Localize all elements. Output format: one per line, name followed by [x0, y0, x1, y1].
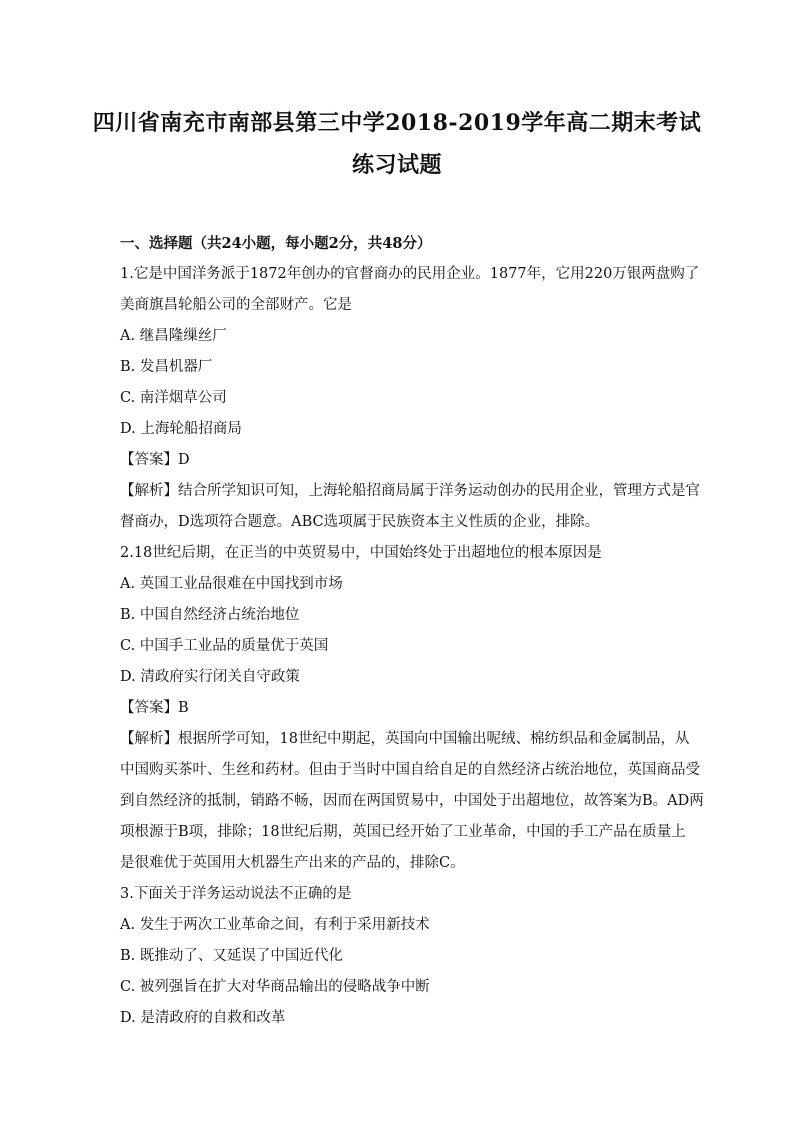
question-stem: 3.下面关于洋务运动说法不正确的是	[120, 886, 352, 902]
option-a: A. 英国工业品很难在中国找到市场	[120, 576, 343, 592]
analysis: 【解析】根据所学可知，18世纪中期起，英国向中国输出呢绒、棉纺织品和金属制品，从	[120, 731, 690, 747]
question-1	[120, 259, 700, 538]
answer: 【答案】B	[120, 700, 189, 716]
document-title-line-1: 四川省南充市南部县第三中学2018-2019学年高二期末考试	[92, 110, 702, 136]
analysis: 【解析】结合所学知识可知，上海轮船招商局属于洋务运动创办的民用企业，管理方式是官	[120, 483, 700, 499]
option-c: C. 中国手工业品的质量优于英国	[120, 638, 329, 654]
section-heading: 一、选择题（共24小题，每小题2分，共48分）	[120, 235, 432, 252]
option-b: B. 中国自然经济占统治地位	[120, 607, 300, 623]
option-d: D. 清政府实行闭关自守政策	[120, 669, 300, 685]
analysis: 督商办，D选项符合题意。ABC选项属于民族资本主义性质的企业，排除。	[120, 514, 600, 530]
option-c: C. 被列强旨在扩大对华商品输出的侵略战争中断	[120, 979, 430, 995]
option-a: A. 发生于两次工业革命之间，有利于采用新技术	[120, 917, 430, 933]
question-3	[120, 879, 680, 1034]
option-b: B. 发昌机器厂	[120, 359, 213, 375]
option-c: C. 南洋烟草公司	[120, 390, 227, 406]
answer: 【答案】D	[120, 452, 190, 468]
question-stem: 1.它是中国洋务派于1872年创办的官督商办的民用企业。1877年，它用220万银两盘购了	[120, 266, 700, 282]
option-d: D. 是清政府的自救和改革	[120, 1010, 286, 1026]
analysis: 到自然经济的抵制，销路不畅，因而在两国贸易中，中国处于出超地位，故答案为B。AD两	[120, 793, 704, 809]
analysis: 是很难优于英国用大机器生产出来的产品的，排除C。	[120, 855, 465, 871]
analysis: 项根源于B项，排除；18世纪后期，英国已经开始了工业革命，中国的手工产品在质量上	[120, 824, 686, 840]
option-d: D. 上海轮船招商局	[120, 421, 242, 437]
question-2	[120, 538, 704, 879]
question-stem: 美商旗昌轮船公司的全部财产。它是	[120, 297, 352, 313]
question-stem: 2.18世纪后期，在正当的中英贸易中，中国始终处于出超地位的根本原因是	[120, 545, 602, 561]
document-body	[120, 228, 704, 1034]
document-title-line-2: 练习试题	[351, 152, 442, 178]
option-a: A. 继昌隆缫丝厂	[120, 328, 227, 344]
analysis: 中国购买茶叶、生丝和药材。但由于当时中国自给自足的自然经济占统治地位，英国商品受	[120, 762, 700, 778]
option-b: B. 既推动了、又延误了中国近代化	[120, 948, 343, 964]
